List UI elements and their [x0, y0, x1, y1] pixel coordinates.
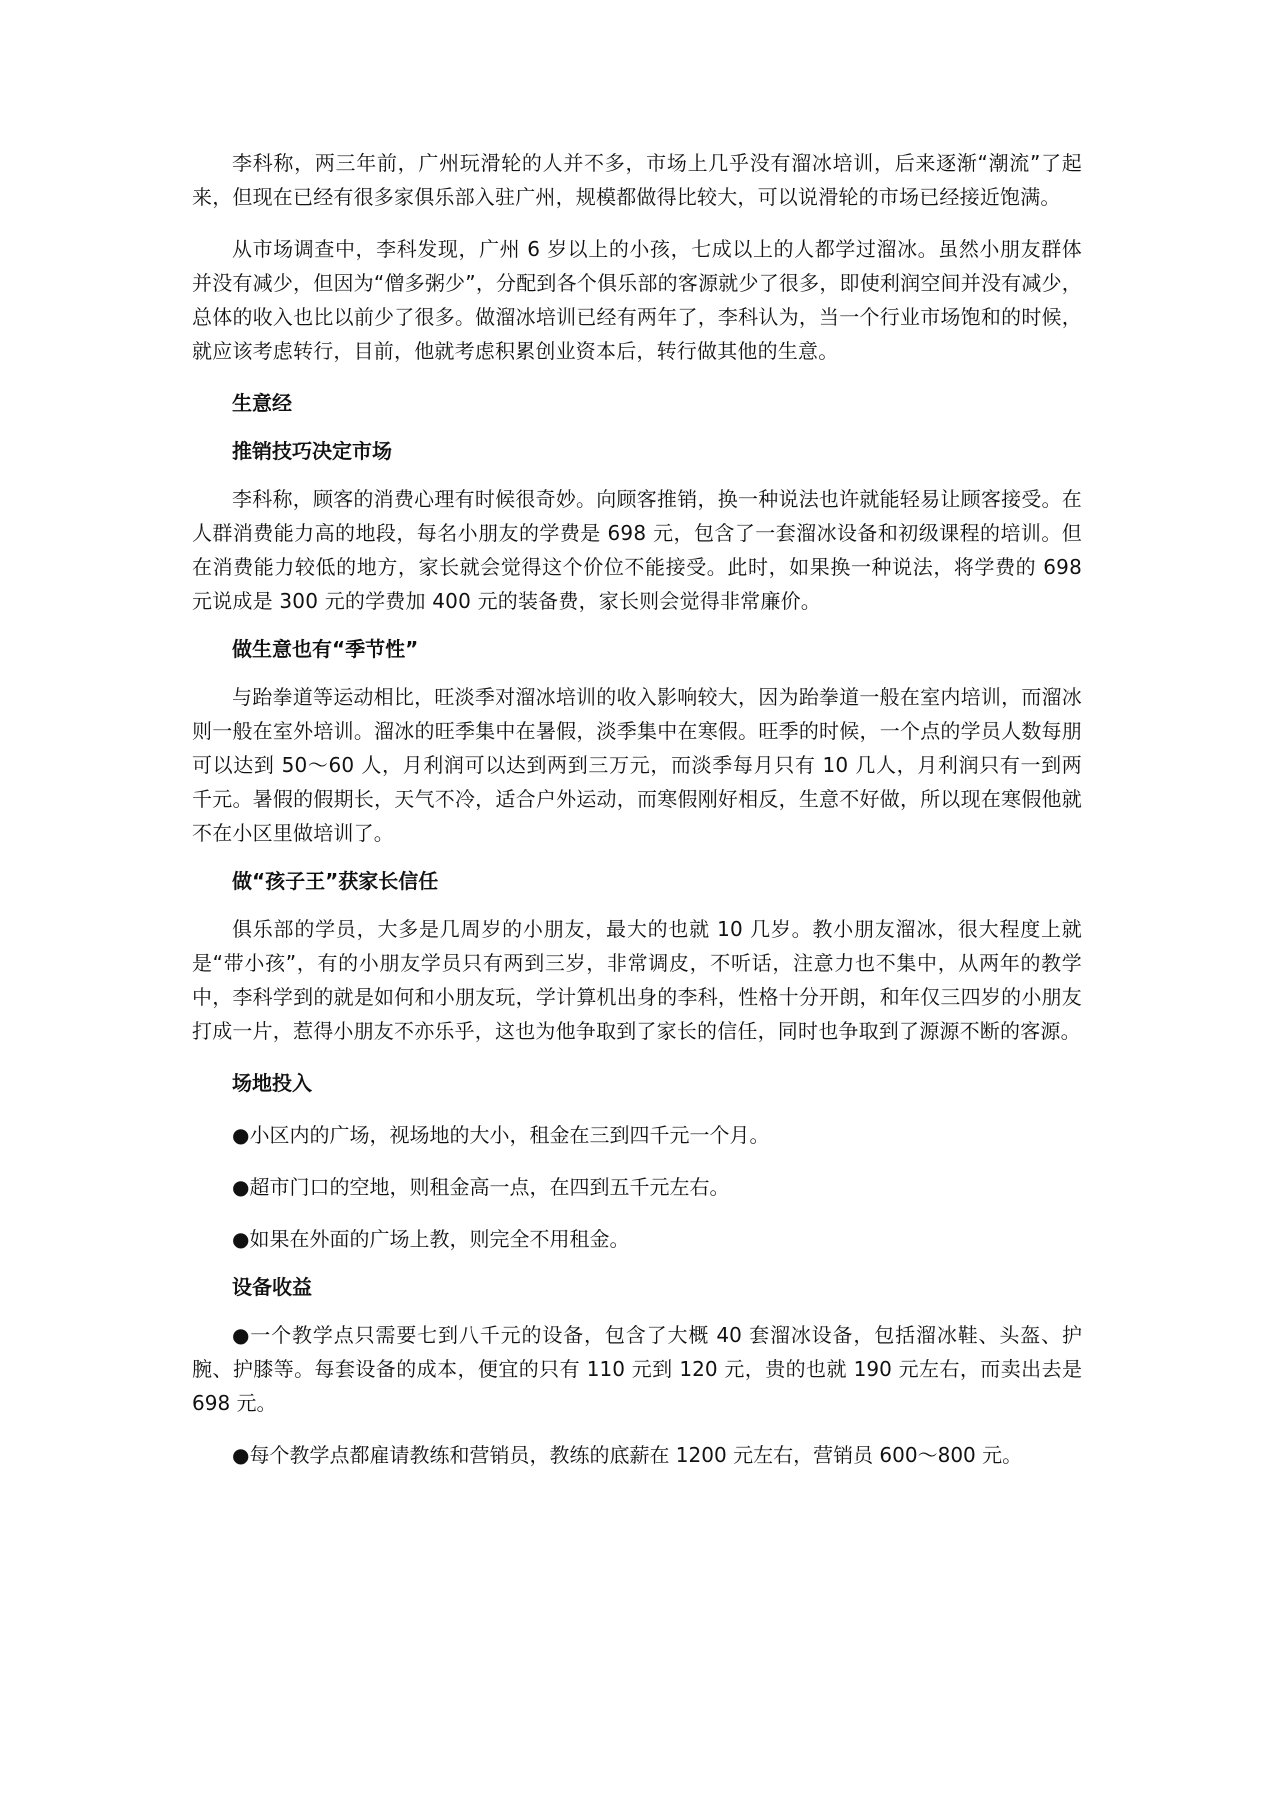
paragraph-market-survey: 从市场调查中，李科发现，广州 6 岁以上的小孩，七成以上的人都学过溜冰。虽然小朋友群体并没有减少，但因为“僧多粥少”，分配到各个俱乐部的客源就少了很多，即使利润空间并没有减少，总体的收入也比以前少了很多。做溜冰培训已经有两年了，李科认为，当一个行业市场饱和的时候，就应该考虑转行，目前，他就考虑积累创业资本后，转行做其他的生意。: [192, 237, 1082, 363]
bullet-staff-salary: ●每个教学点都雇请教练和营销员，教练的底薪在 1200 元左右，营销员 600～800 元。: [232, 1443, 1023, 1467]
bullet-venue-plaza: ●小区内的广场，视场地的大小，租金在三到四千元一个月。: [232, 1123, 770, 1147]
paragraph-sales-technique: 李科称，顾客的消费心理有时候很奇妙。向顾客推销，换一种说法也许就能轻易让顾客接受。在人群消费能力高的地段，每名小朋友的学费是 698 元，包含了一套溜冰设备和初级课程的培训。但在消费能力较低的地方，家长就会觉得这个价位不能接受。此时，如果换一种说法，将学费的 698 元说成是 300 元的学费加 400 元的装备费，家长则会觉得非常廉价。: [192, 487, 1082, 613]
paragraph-market-saturation: 李科称，两三年前，广州玩滑轮的人并不多，市场上几乎没有溜冰培训，后来逐渐“潮流”了起来，但现在已经有很多家俱乐部入驻广州，规模都做得比较大，可以说滑轮的市场已经接近饱满。: [192, 151, 1082, 209]
bullet-equipment-cost: ●一个教学点只需要七到八千元的设备，包含了大概 40 套溜冰设备，包括溜冰鞋、头盔、护腕、护膝等。每套设备的成本，便宜的只有 110 元到 120 元，贵的也就 190 元左右，而卖出去是 698 元。: [192, 1323, 1082, 1415]
document-page: [192, 146, 1082, 1472]
paragraph-kids-trust: 俱乐部的学员，大多是几周岁的小朋友，最大的也就 10 几岁。教小朋友溜冰，很大程度上就是“带小孩”，有的小朋友学员只有两到三岁，非常调皮，不听话，注意力也不集中，从两年的教学中，李科学到的就是如何和小朋友玩，学计算机出身的李科，性格十分开朗，和年仅三四岁的小朋友打成一片，惹得小朋友不亦乐乎，这也为他争取到了家长的信任，同时也争取到了源源不断的客源。: [192, 917, 1082, 1043]
heading-equipment-revenue: 设备收益: [232, 1275, 312, 1299]
heading-sales-technique: 推销技巧决定市场: [232, 439, 392, 463]
paragraph-seasonality: 与跆拳道等运动相比，旺淡季对溜冰培训的收入影响较大，因为跆拳道一般在室内培训，而溜冰则一般在室外培训。溜冰的旺季集中在暑假，淡季集中在寒假。旺季的时候，一个点的学员人数每朋可以达到 50～60 人，月利润可以达到两到三万元，而淡季每月只有 10 几人，月利润只有一到两千元。暑假的假期长，天气不冷，适合户外运动，而寒假刚好相反，生意不好做，所以现在寒假他就不在小区里做培训了。: [192, 685, 1082, 845]
heading-venue-investment: 场地投入: [232, 1071, 312, 1095]
bullet-venue-free: ●如果在外面的广场上教，则完全不用租金。: [232, 1227, 630, 1251]
heading-seasonality: 做生意也有“季节性”: [232, 637, 419, 661]
heading-business: 生意经: [232, 391, 292, 415]
heading-kids-trust: 做“孩子王”获家长信任: [232, 869, 439, 893]
bullet-venue-supermarket: ●超市门口的空地，则租金高一点，在四到五千元左右。: [232, 1175, 730, 1199]
